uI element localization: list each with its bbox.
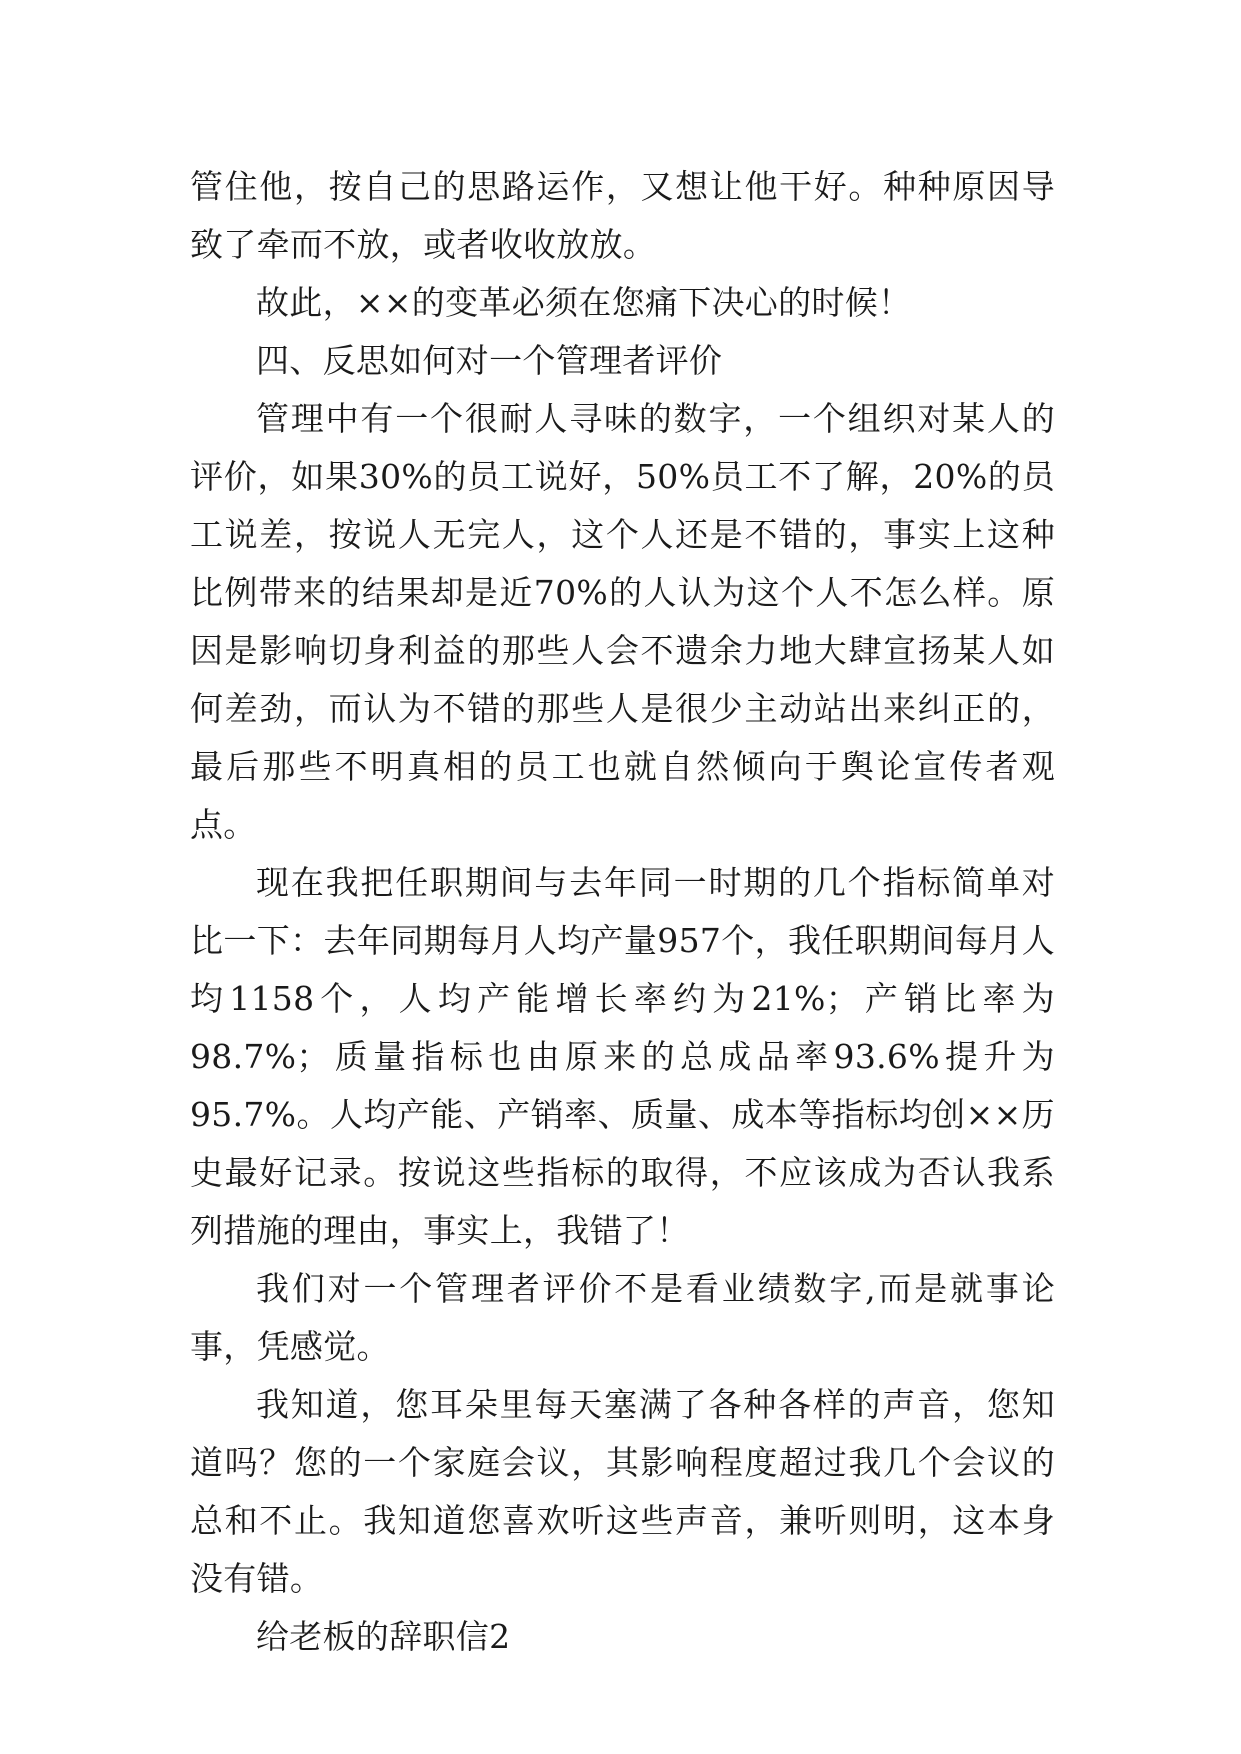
paragraph-4: 现在我把任职期间与去年同一时期的几个指标简单对比一下：去年同期每月人均产量957个，我任职期间每月人均1158个，人均产能增长率约为21%；产销比率为98.7%；质量指标也由原来的总成品率93.6%提升为95.7%。人均产能、产销率、质量、成本等指标均创××历史最好记录。按说这些指标的取得，不应该成为否认我系列措施的理由，事实上，我错了！: [190, 863, 1055, 1250]
letter-title: 给老板的辞职信2: [256, 1617, 511, 1656]
paragraph-5: 我们对一个管理者评价不是看业绩数字,而是就事论事，凭感觉。: [190, 1269, 1055, 1366]
section-heading: 四、反思如何对一个管理者评价: [256, 341, 723, 380]
document-body: [190, 158, 1055, 1666]
paragraph-6: 我知道，您耳朵里每天塞满了各种各样的声音，您知道吗？您的一个家庭会议，其影响程度超过我几个会议的总和不止。我知道您喜欢听这些声音，兼听则明，这本身没有错。: [190, 1385, 1055, 1598]
paragraph-3: 管理中有一个很耐人寻味的数字，一个组织对某人的评价，如果30%的员工说好，50%员工不了解，20%的员工说差，按说人无完人，这个人还是不错的，事实上这种比例带来的结果却是近70%的人认为这个人不怎么样。原因是影响切身利益的那些人会不遗余力地大肆宣扬某人如何差劲，而认为不错的那些人是很少主动站出来纠正的，最后那些不明真相的员工也就自然倾向于舆论宣传者观点。: [190, 399, 1055, 844]
paragraph-1: 管住他，按自己的思路运作，又想让他干好。种种原因导致了牵而不放，或者收收放放。: [190, 167, 1055, 264]
paragraph-2: 故此，××的变革必须在您痛下决心的时候！: [256, 283, 912, 322]
